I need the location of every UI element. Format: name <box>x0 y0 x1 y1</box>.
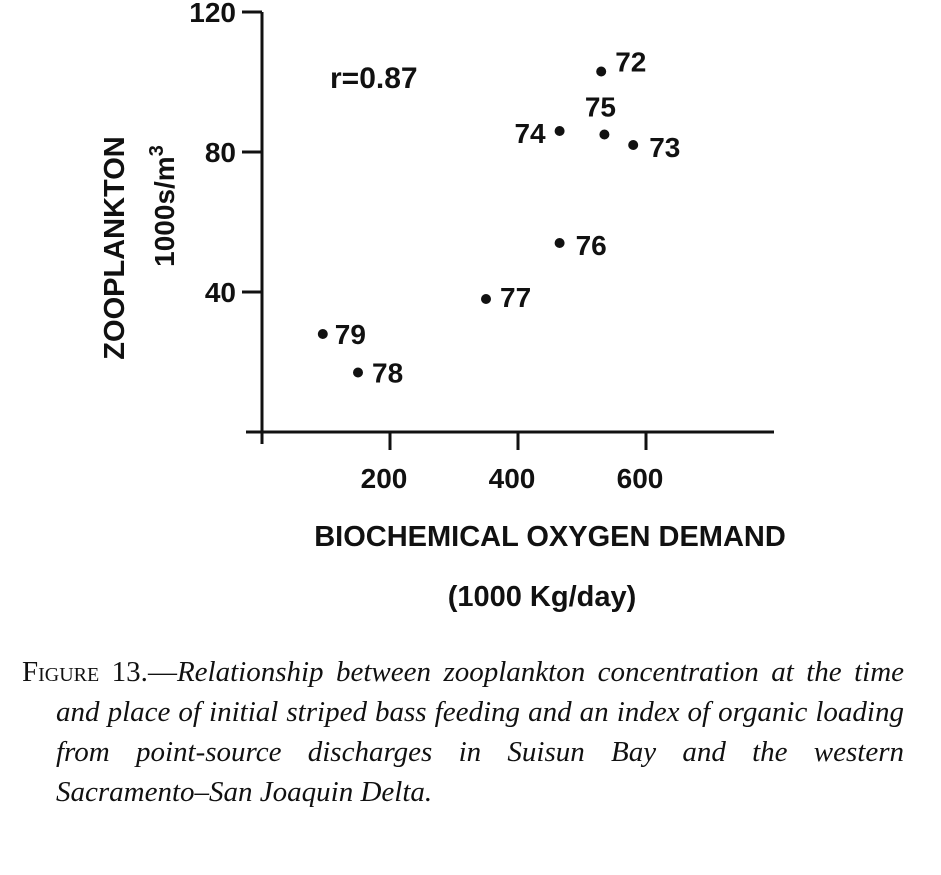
point-label-73: 73 <box>649 132 681 163</box>
point-label-76: 76 <box>575 230 607 261</box>
y-tick-label-120: 120 <box>189 0 236 28</box>
point-73 <box>628 140 638 150</box>
correlation-annotation: r=0.87 <box>330 62 418 95</box>
y-tick-label-80: 80 <box>204 137 236 168</box>
x-tick-label-200: 200 <box>360 463 408 494</box>
figure-caption <box>22 652 904 812</box>
point-72 <box>596 67 606 77</box>
x-axis-label: BIOCHEMICAL OXYGEN DEMAND <box>314 521 786 553</box>
x-axis-unit: (1000 Kg/day) <box>447 581 637 613</box>
caption-text: Relationship between zooplankton concentration at the time and place of initial striped bass feeding and an index of organic loading from point-source discharges in Suisun Bay and the western Sacramento–San Joaquin Delta. <box>56 656 905 808</box>
point-label-74: 74 <box>514 118 546 149</box>
y-tick-label-40: 40 <box>204 277 236 308</box>
point-78 <box>353 368 363 378</box>
y-unit-base: 1000s <box>149 188 180 267</box>
data-points <box>318 47 681 389</box>
point-77 <box>481 294 491 304</box>
x-tick-label-600: 600 <box>616 463 664 494</box>
y-axis-unit <box>146 145 180 267</box>
point-76 <box>555 238 565 248</box>
y-unit-exp: 3 <box>146 145 168 157</box>
caption-dash: — <box>147 656 177 688</box>
point-label-79: 79 <box>334 319 366 350</box>
axes <box>246 12 774 444</box>
y-unit-slash: / <box>149 181 180 189</box>
y-unit-denom: m <box>149 156 180 182</box>
y-axis-label: ZOOPLANKTON <box>99 136 131 360</box>
point-label-72: 72 <box>615 46 647 78</box>
point-75 <box>599 130 609 140</box>
point-74 <box>555 126 565 136</box>
point-label-77: 77 <box>500 282 532 313</box>
point-label-75: 75 <box>584 91 616 123</box>
x-tick-label-400: 400 <box>488 463 536 494</box>
point-label-78: 78 <box>372 357 404 389</box>
point-79 <box>318 329 328 339</box>
caption-label: Figure 13. <box>22 656 148 688</box>
